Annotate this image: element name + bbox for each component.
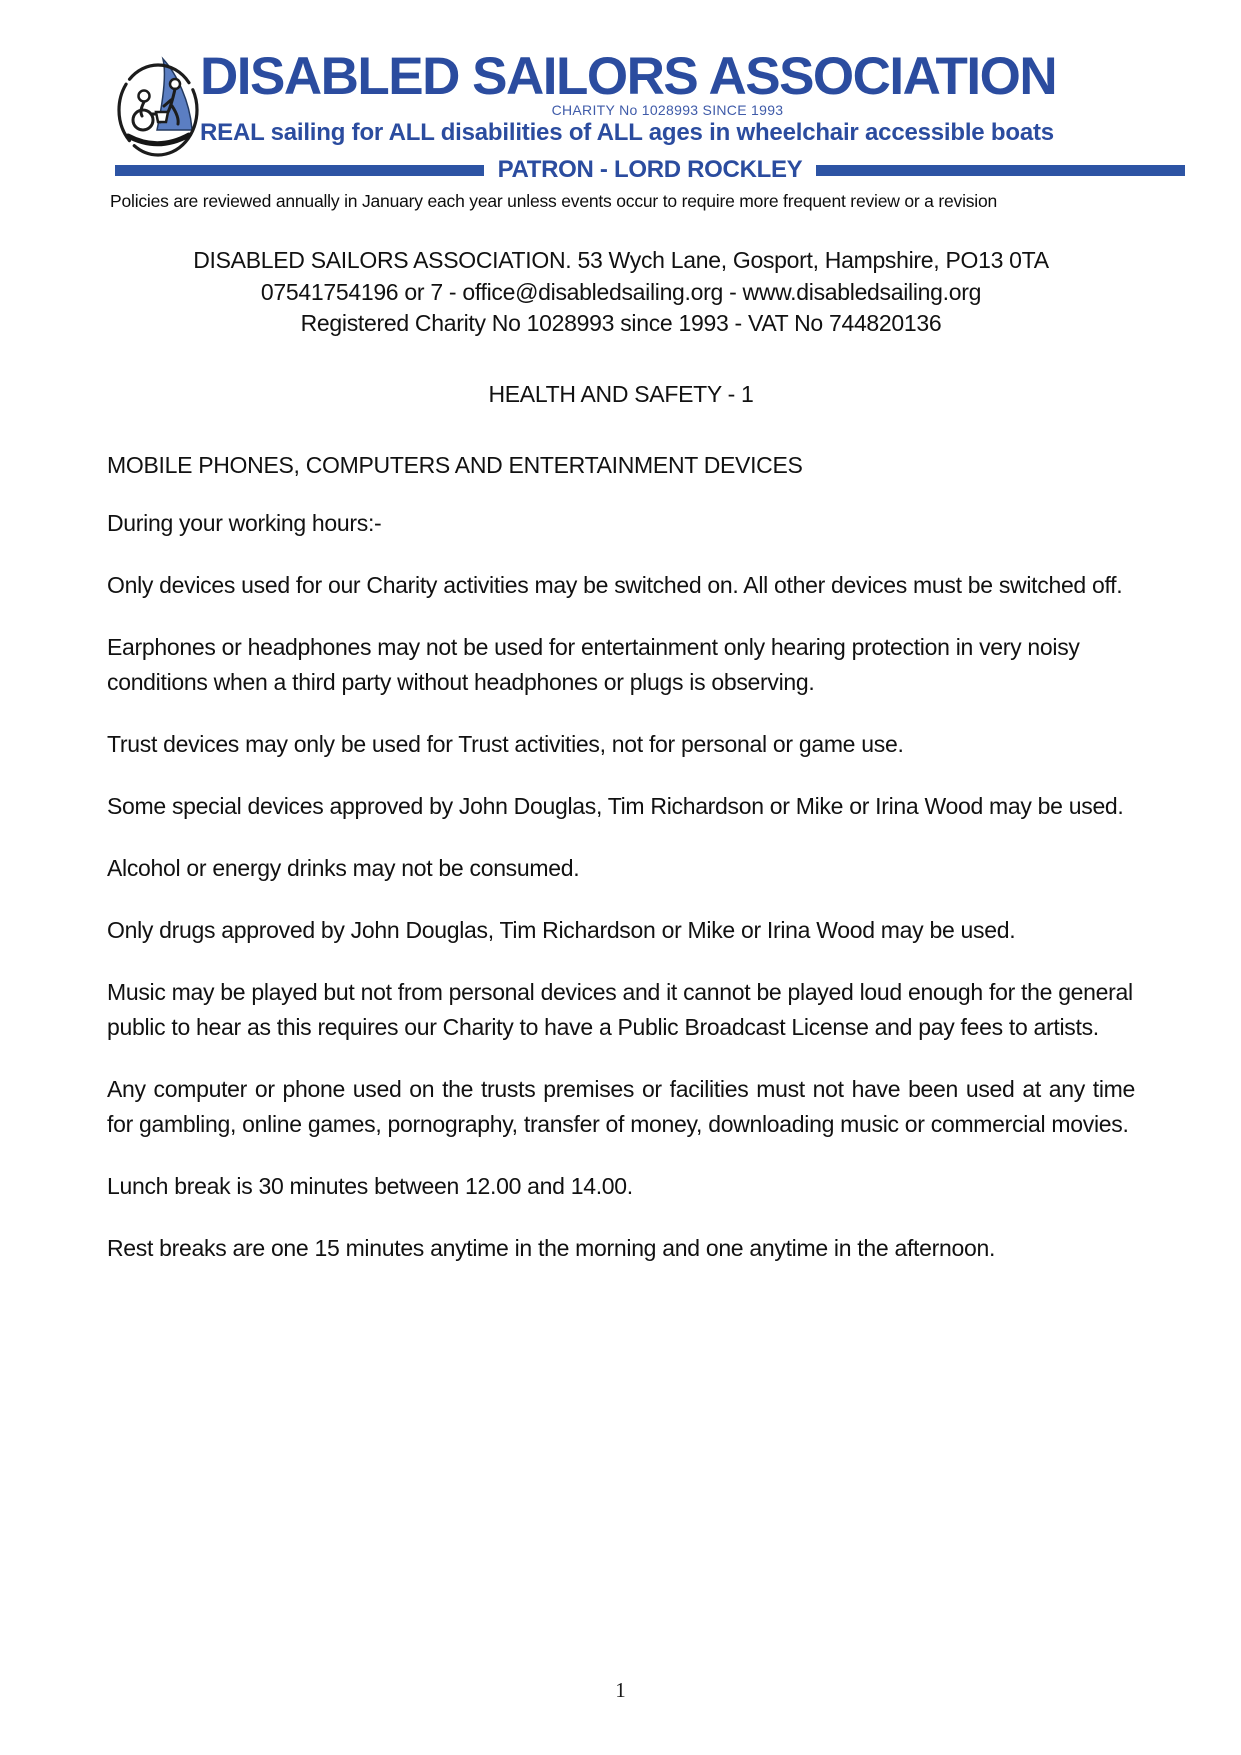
paragraph: Any computer or phone used on the trusts premises or facilities must not have been used at any time for gambling, online games, pornography, transfer of money, downloading music or commercial movies. <box>107 1075 1135 1137</box>
patron-label: PATRON - LORD ROCKLEY <box>497 156 803 184</box>
tagline: REAL sailing for ALL disabilities of ALL ages in wheelchair accessible boats <box>200 119 1054 147</box>
sailboat-wheelchair-logo-icon <box>116 56 202 160</box>
paragraph: Some special devices approved by John Douglas, Tim Richardson or Mike or Irina Wood may be used. <box>107 792 1124 819</box>
document-title: HEALTH AND SAFETY - 1 <box>488 380 754 407</box>
charity-number-line: CHARITY No 1028993 SINCE 1993 <box>551 102 784 119</box>
paragraphs <box>107 506 1135 1266</box>
masthead <box>200 47 1135 147</box>
paragraph: Lunch break is 30 minutes between 12.00 and 14.00. <box>107 1172 633 1199</box>
paragraph: Only drugs approved by John Douglas, Tim Richardson or Mike or Irina Wood may be used. <box>107 916 1016 943</box>
page-number: 1 <box>615 1678 626 1702</box>
paragraph: Trust devices may only be used for Trust activities, not for personal or game use. <box>107 730 904 757</box>
letterhead <box>107 47 1135 212</box>
paragraph: Only devices used for our Charity activities may be switched on. All other devices must be switched off. <box>107 571 1123 598</box>
contact-registration-line: Registered Charity No 1028993 since 1993 - VAT No 744820136 <box>300 310 942 337</box>
contact-block <box>107 245 1135 340</box>
paragraph: Music may be played but not from personal devices and it cannot be played loud enough for the general public to hear as this requires our Charity to have a Public Broadcast License and pay fees to artists. <box>107 978 1133 1040</box>
paragraph: Alcohol or energy drinks may not be consumed. <box>107 854 580 881</box>
paragraph: During your working hours:- <box>107 509 382 536</box>
patron-bar-left <box>115 165 484 176</box>
policy-review-note: Policies are reviewed annually in January each year unless events occur to require more frequent review or a revision <box>110 191 998 212</box>
organisation-title: DISABLED SAILORS ASSOCIATION <box>200 47 1057 106</box>
patron-bar-right <box>816 165 1185 176</box>
contact-address-line: DISABLED SAILORS ASSOCIATION. 53 Wych Lane, Gosport, Hampshire, PO13 0TA <box>193 247 1049 274</box>
section-heading: MOBILE PHONES, COMPUTERS AND ENTERTAINMENT DEVICES <box>107 451 803 478</box>
contact-phone-email-line: 07541754196 or 7 - office@disabledsailing.org - www.disabledsailing.org <box>260 278 982 305</box>
paragraph: Earphones or headphones may not be used for entertainment only hearing protection in very noisy conditions when a third party without headphones or plugs is observing. <box>107 633 1080 695</box>
patron-row <box>115 156 1185 184</box>
paragraph: Rest breaks are one 15 minutes anytime in the morning and one anytime in the afternoon. <box>107 1234 996 1261</box>
